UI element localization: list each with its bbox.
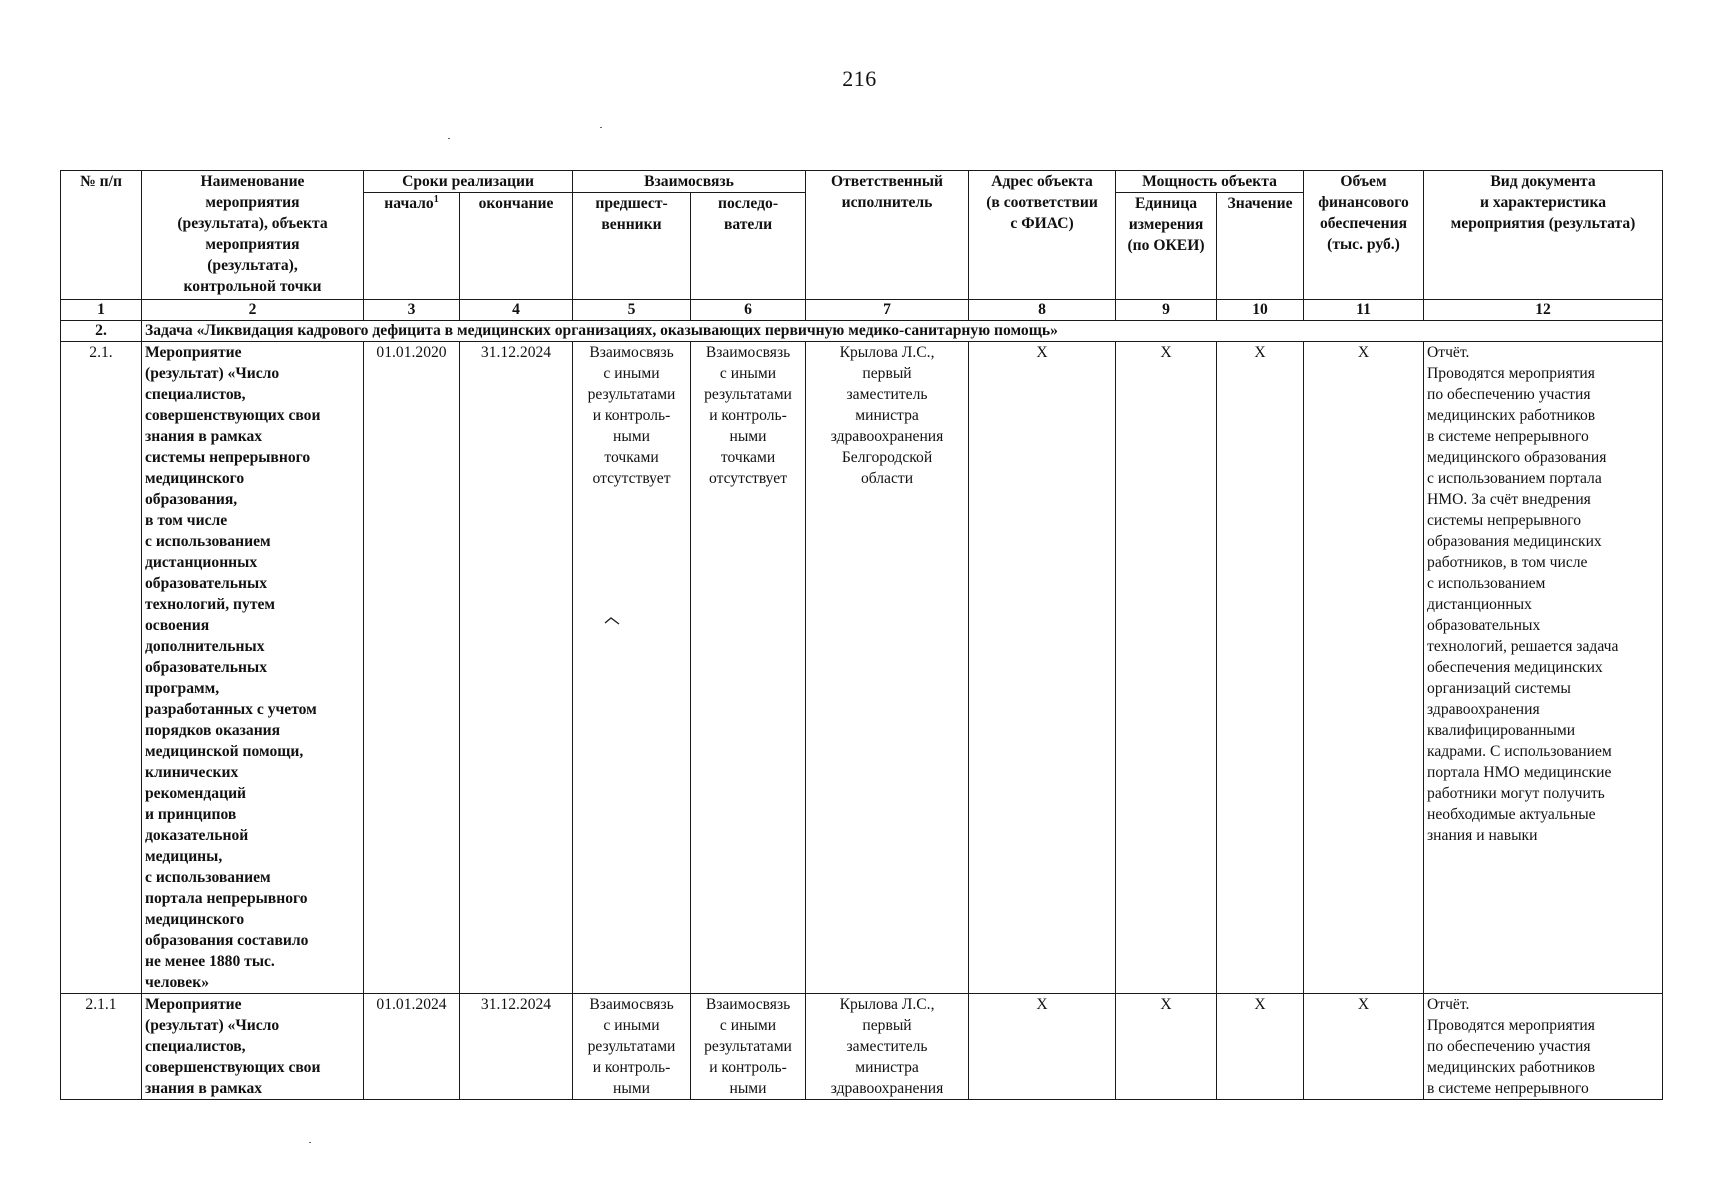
row-finance: X — [1304, 994, 1424, 1100]
header-responsible: Ответственный исполнитель — [806, 171, 969, 300]
task-row — [61, 321, 1663, 342]
row-responsible: Крылова Л.С., первый заместитель министра здравоохранения — [806, 994, 969, 1100]
row-predecessors: Взаимосвязь с иными результатами и контроль- ными — [573, 994, 691, 1100]
footnote-mark: 1 — [433, 193, 439, 205]
header-name: Наименование мероприятия (результата), объекта мероприятия (результата), контрольной точки — [142, 171, 364, 300]
scan-speck — [448, 138, 450, 139]
row-value: X — [1217, 994, 1304, 1100]
row-value: X — [1217, 342, 1304, 994]
row-document: Отчёт. Проводятся мероприятия по обеспечению участия медицинских работников в системе непрерывного медицинского образования с использованием портала НМО. За счёт внедрения системы непрерывного образования медицинских работников, в том числе с использованием дистанционных образовательных технологий, решается задача обеспечения медицинских организаций системы здравоохранения квалифицированными кадрами. С использованием портала НМО медицинские работники могут получить необходимые актуальные знания и навыки — [1424, 342, 1663, 994]
header-unit: Единица измерения (по ОКЕИ) — [1116, 193, 1217, 300]
column-number: 3 — [364, 300, 460, 321]
header-predecessors: предшест- венники — [573, 193, 691, 300]
table-row — [61, 994, 1663, 1100]
column-number: 9 — [1116, 300, 1217, 321]
column-number: 12 — [1424, 300, 1663, 321]
column-number: 8 — [969, 300, 1116, 321]
row-start-date: 01.01.2020 — [364, 342, 460, 994]
column-number: 11 — [1304, 300, 1424, 321]
row-end-date: 31.12.2024 — [460, 994, 573, 1100]
scan-speck — [309, 1142, 311, 1143]
column-number: 6 — [691, 300, 806, 321]
header-value: Значение — [1217, 193, 1304, 300]
header-num: № п/п — [61, 171, 142, 300]
column-number: 10 — [1217, 300, 1304, 321]
task-number: 2. — [61, 321, 142, 342]
header-row-top — [61, 171, 1663, 193]
row-unit: X — [1116, 342, 1217, 994]
row-predecessors: Взаимосвязь с иными результатами и контроль- ными точками отсутствует — [573, 342, 691, 994]
row-number: 2.1.1 — [61, 994, 142, 1100]
column-number: 4 — [460, 300, 573, 321]
header-finance: Объем финансового обеспечения (тыс. руб.) — [1304, 171, 1424, 300]
row-address: X — [969, 994, 1116, 1100]
column-number: 1 — [61, 300, 142, 321]
column-number-row — [61, 300, 1663, 321]
row-responsible: Крылова Л.С., первый заместитель министра здравоохранения Белгородской области — [806, 342, 969, 994]
row-finance: X — [1304, 342, 1424, 994]
row-number: 2.1. — [61, 342, 142, 994]
row-successors: Взаимосвязь с иными результатами и контроль- ными — [691, 994, 806, 1100]
row-name: Мероприятие (результат) «Число специалистов, совершенствующих свои знания в рамках — [142, 994, 364, 1100]
scan-speck — [600, 127, 602, 128]
column-number: 2 — [142, 300, 364, 321]
row-document: Отчёт. Проводятся мероприятия по обеспечению участия медицинских работников в системе непрерывного — [1424, 994, 1663, 1100]
row-name: Мероприятие (результат) «Число специалистов, совершенствующих свои знания в рамках системы непрерывного медицинского образования, в том числе с использованием дистанционных образовательных технологий, путем освоения дополнительных образовательных программ, разработанных с учетом порядков оказания медицинской помощи, клинических рекомендаций и принципов доказательной медицины, с использованием портала непрерывного медицинского образования составило не менее 1880 тыс. человек» — [142, 342, 364, 994]
header-end: окончание — [460, 193, 573, 300]
row-end-date: 31.12.2024 — [460, 342, 573, 994]
header-start: начало$^1$ — [364, 193, 460, 300]
header-document: Вид документа и характеристика мероприятия (результата) — [1424, 171, 1663, 300]
row-start-date: 01.01.2024 — [364, 994, 460, 1100]
row-successors: Взаимосвязь с иными результатами и контроль- ными точками отсутствует — [691, 342, 806, 994]
header-relation: Взаимосвязь — [573, 171, 806, 193]
header-address: Адрес объекта (в соответствии с ФИАС) — [969, 171, 1116, 300]
header-capacity: Мощность объекта — [1116, 171, 1304, 193]
header-successors: последо- ватели — [691, 193, 806, 300]
table-row — [61, 342, 1663, 994]
measures-table — [60, 170, 1663, 1100]
page-number: 216 — [842, 66, 877, 91]
column-number: 7 — [806, 300, 969, 321]
row-unit: X — [1116, 994, 1217, 1100]
row-address: X — [969, 342, 1116, 994]
column-number: 5 — [573, 300, 691, 321]
header-terms: Сроки реализации — [364, 171, 573, 193]
task-title: Задача «Ликвидация кадрового дефицита в медицинских организациях, оказывающих первичную медико-санитарную помощь» — [142, 321, 1663, 342]
